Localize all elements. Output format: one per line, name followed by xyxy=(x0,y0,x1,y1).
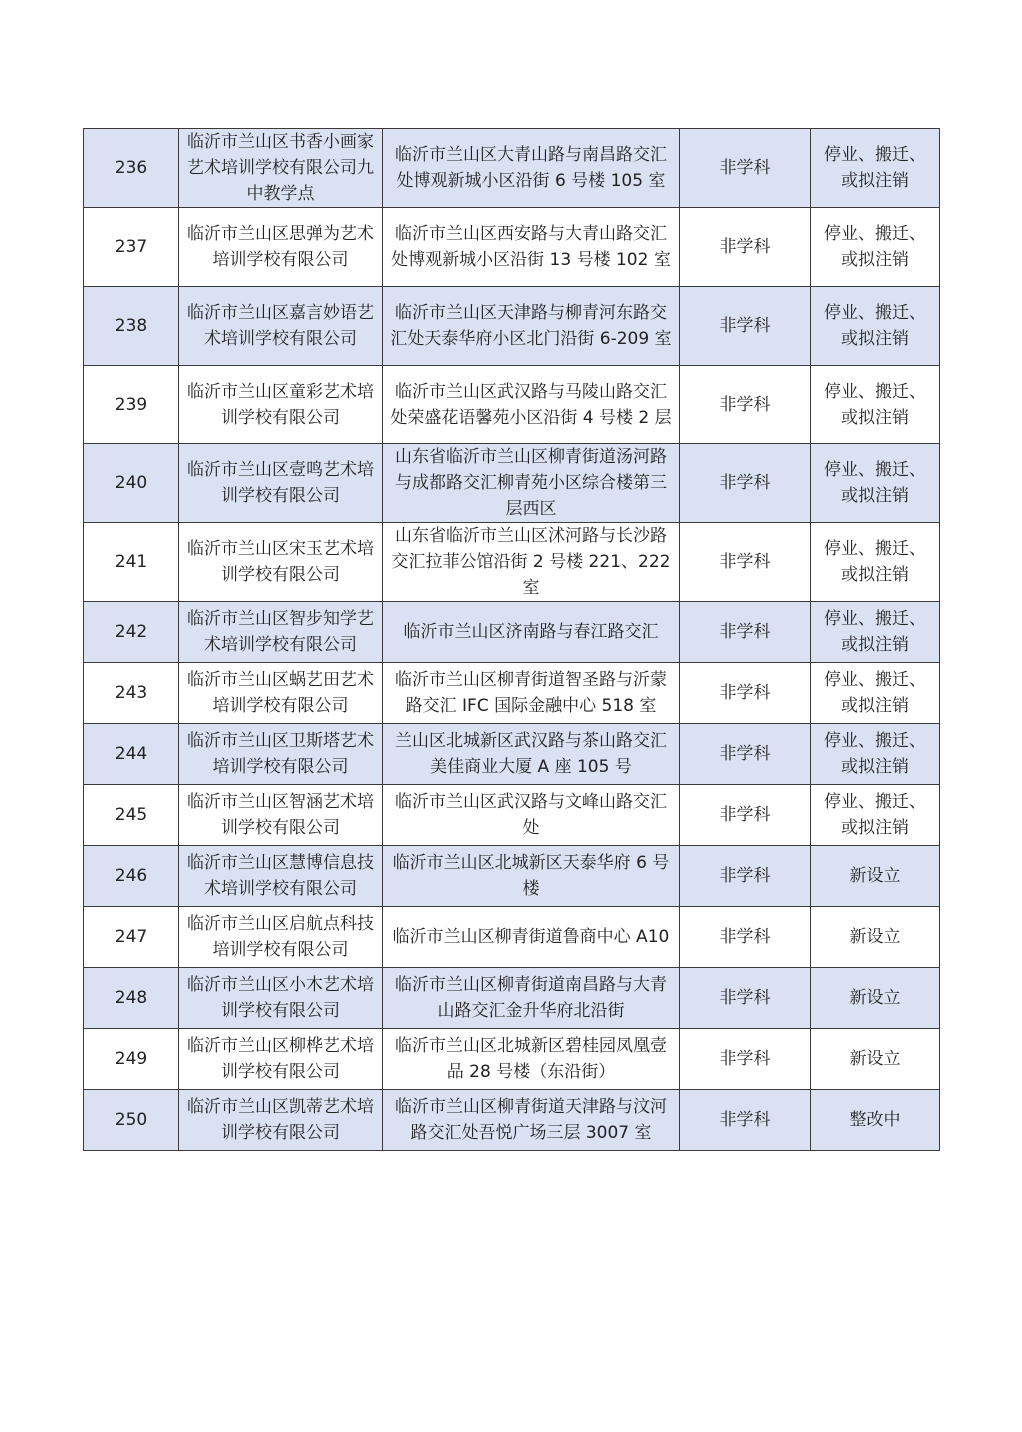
row-number-cell: 237 xyxy=(84,208,179,287)
school-category-cell: 非学科 xyxy=(680,1090,811,1151)
school-status-cell: 新设立 xyxy=(811,907,940,968)
school-name-cell: 临沂市兰山区思弹为艺术培训学校有限公司 xyxy=(179,208,383,287)
school-name-cell: 临沂市兰山区卫斯塔艺术培训学校有限公司 xyxy=(179,724,383,785)
school-name-cell: 临沂市兰山区柳桦艺术培训学校有限公司 xyxy=(179,1029,383,1090)
table-row xyxy=(84,444,940,523)
school-category-cell: 非学科 xyxy=(680,968,811,1029)
school-category-cell: 非学科 xyxy=(680,785,811,846)
row-number-cell: 246 xyxy=(84,846,179,907)
school-address-cell: 临沂市兰山区济南路与春江路交汇 xyxy=(383,602,680,663)
school-category-cell: 非学科 xyxy=(680,663,811,724)
school-address-cell: 临沂市兰山区北城新区天泰华府 6 号楼 xyxy=(383,846,680,907)
school-category-cell: 非学科 xyxy=(680,602,811,663)
school-address-cell: 临沂市兰山区柳青街道鲁商中心 A10 xyxy=(383,907,680,968)
school-category-cell: 非学科 xyxy=(680,907,811,968)
table-body xyxy=(84,129,940,1151)
school-category-cell: 非学科 xyxy=(680,129,811,208)
table-row xyxy=(84,287,940,366)
row-number-cell: 242 xyxy=(84,602,179,663)
table-row xyxy=(84,602,940,663)
school-category-cell: 非学科 xyxy=(680,287,811,366)
school-category-cell: 非学科 xyxy=(680,1029,811,1090)
school-registry-table xyxy=(83,128,940,1151)
school-address-cell: 临沂市兰山区西安路与大青山路交汇处博观新城小区沿街 13 号楼 102 室 xyxy=(383,208,680,287)
school-name-cell: 临沂市兰山区宋玉艺术培训学校有限公司 xyxy=(179,523,383,602)
school-name-cell: 临沂市兰山区智步知学艺术培训学校有限公司 xyxy=(179,602,383,663)
school-address-cell: 临沂市兰山区柳青街道智圣路与沂蒙路交汇 IFC 国际金融中心 518 室 xyxy=(383,663,680,724)
school-address-cell: 临沂市兰山区柳青街道天津路与汶河路交汇处吾悦广场三层 3007 室 xyxy=(383,1090,680,1151)
school-status-cell: 停业、搬迁、或拟注销 xyxy=(811,663,940,724)
school-name-cell: 临沂市兰山区嘉言妙语艺术培训学校有限公司 xyxy=(179,287,383,366)
school-category-cell: 非学科 xyxy=(680,444,811,523)
table-row xyxy=(84,129,940,208)
school-status-cell: 停业、搬迁、或拟注销 xyxy=(811,208,940,287)
school-name-cell: 临沂市兰山区童彩艺术培训学校有限公司 xyxy=(179,366,383,444)
row-number-cell: 245 xyxy=(84,785,179,846)
row-number-cell: 247 xyxy=(84,907,179,968)
school-status-cell: 新设立 xyxy=(811,968,940,1029)
school-status-cell: 整改中 xyxy=(811,1090,940,1151)
school-category-cell: 非学科 xyxy=(680,724,811,785)
school-address-cell: 山东省临沂市兰山区沭河路与长沙路交汇拉菲公馆沿街 2 号楼 221、222 室 xyxy=(383,523,680,602)
row-number-cell: 249 xyxy=(84,1029,179,1090)
school-name-cell: 临沂市兰山区蜗艺田艺术培训学校有限公司 xyxy=(179,663,383,724)
school-address-cell: 临沂市兰山区武汉路与马陵山路交汇处荣盛花语馨苑小区沿街 4 号楼 2 层 xyxy=(383,366,680,444)
school-name-cell: 临沂市兰山区壹鸣艺术培训学校有限公司 xyxy=(179,444,383,523)
row-number-cell: 240 xyxy=(84,444,179,523)
table-row xyxy=(84,907,940,968)
table-row xyxy=(84,523,940,602)
school-address-cell: 临沂市兰山区柳青街道南昌路与大青山路交汇金升华府北沿街 xyxy=(383,968,680,1029)
row-number-cell: 236 xyxy=(84,129,179,208)
table-row xyxy=(84,208,940,287)
table-row xyxy=(84,1029,940,1090)
school-status-cell: 停业、搬迁、或拟注销 xyxy=(811,724,940,785)
table-row xyxy=(84,785,940,846)
school-status-cell: 停业、搬迁、或拟注销 xyxy=(811,366,940,444)
school-address-cell: 临沂市兰山区天津路与柳青河东路交汇处天泰华府小区北门沿街 6-209 室 xyxy=(383,287,680,366)
school-name-cell: 临沂市兰山区凯蒂艺术培训学校有限公司 xyxy=(179,1090,383,1151)
school-name-cell: 临沂市兰山区书香小画家艺术培训学校有限公司九中教学点 xyxy=(179,129,383,208)
row-number-cell: 250 xyxy=(84,1090,179,1151)
school-status-cell: 停业、搬迁、或拟注销 xyxy=(811,602,940,663)
table-row xyxy=(84,663,940,724)
school-name-cell: 临沂市兰山区智涵艺术培训学校有限公司 xyxy=(179,785,383,846)
school-status-cell: 停业、搬迁、或拟注销 xyxy=(811,785,940,846)
school-category-cell: 非学科 xyxy=(680,846,811,907)
school-status-cell: 新设立 xyxy=(811,1029,940,1090)
row-number-cell: 238 xyxy=(84,287,179,366)
school-status-cell: 停业、搬迁、或拟注销 xyxy=(811,287,940,366)
row-number-cell: 243 xyxy=(84,663,179,724)
school-address-cell: 临沂市兰山区武汉路与文峰山路交汇处 xyxy=(383,785,680,846)
school-address-cell: 临沂市兰山区大青山路与南昌路交汇处博观新城小区沿街 6 号楼 105 室 xyxy=(383,129,680,208)
table-row xyxy=(84,724,940,785)
row-number-cell: 248 xyxy=(84,968,179,1029)
school-address-cell: 临沂市兰山区北城新区碧桂园凤凰壹品 28 号楼（东沿街） xyxy=(383,1029,680,1090)
row-number-cell: 244 xyxy=(84,724,179,785)
school-address-cell: 山东省临沂市兰山区柳青街道汤河路与成都路交汇柳青苑小区综合楼第三层西区 xyxy=(383,444,680,523)
table-row xyxy=(84,846,940,907)
school-category-cell: 非学科 xyxy=(680,523,811,602)
school-status-cell: 停业、搬迁、或拟注销 xyxy=(811,523,940,602)
table-row xyxy=(84,968,940,1029)
table-row xyxy=(84,1090,940,1151)
school-name-cell: 临沂市兰山区启航点科技培训学校有限公司 xyxy=(179,907,383,968)
school-name-cell: 临沂市兰山区慧博信息技术培训学校有限公司 xyxy=(179,846,383,907)
table-row xyxy=(84,366,940,444)
school-category-cell: 非学科 xyxy=(680,208,811,287)
school-status-cell: 新设立 xyxy=(811,846,940,907)
row-number-cell: 239 xyxy=(84,366,179,444)
school-status-cell: 停业、搬迁、或拟注销 xyxy=(811,444,940,523)
school-category-cell: 非学科 xyxy=(680,366,811,444)
school-address-cell: 兰山区北城新区武汉路与茶山路交汇美佳商业大厦 A 座 105 号 xyxy=(383,724,680,785)
row-number-cell: 241 xyxy=(84,523,179,602)
school-name-cell: 临沂市兰山区小木艺术培训学校有限公司 xyxy=(179,968,383,1029)
school-status-cell: 停业、搬迁、或拟注销 xyxy=(811,129,940,208)
